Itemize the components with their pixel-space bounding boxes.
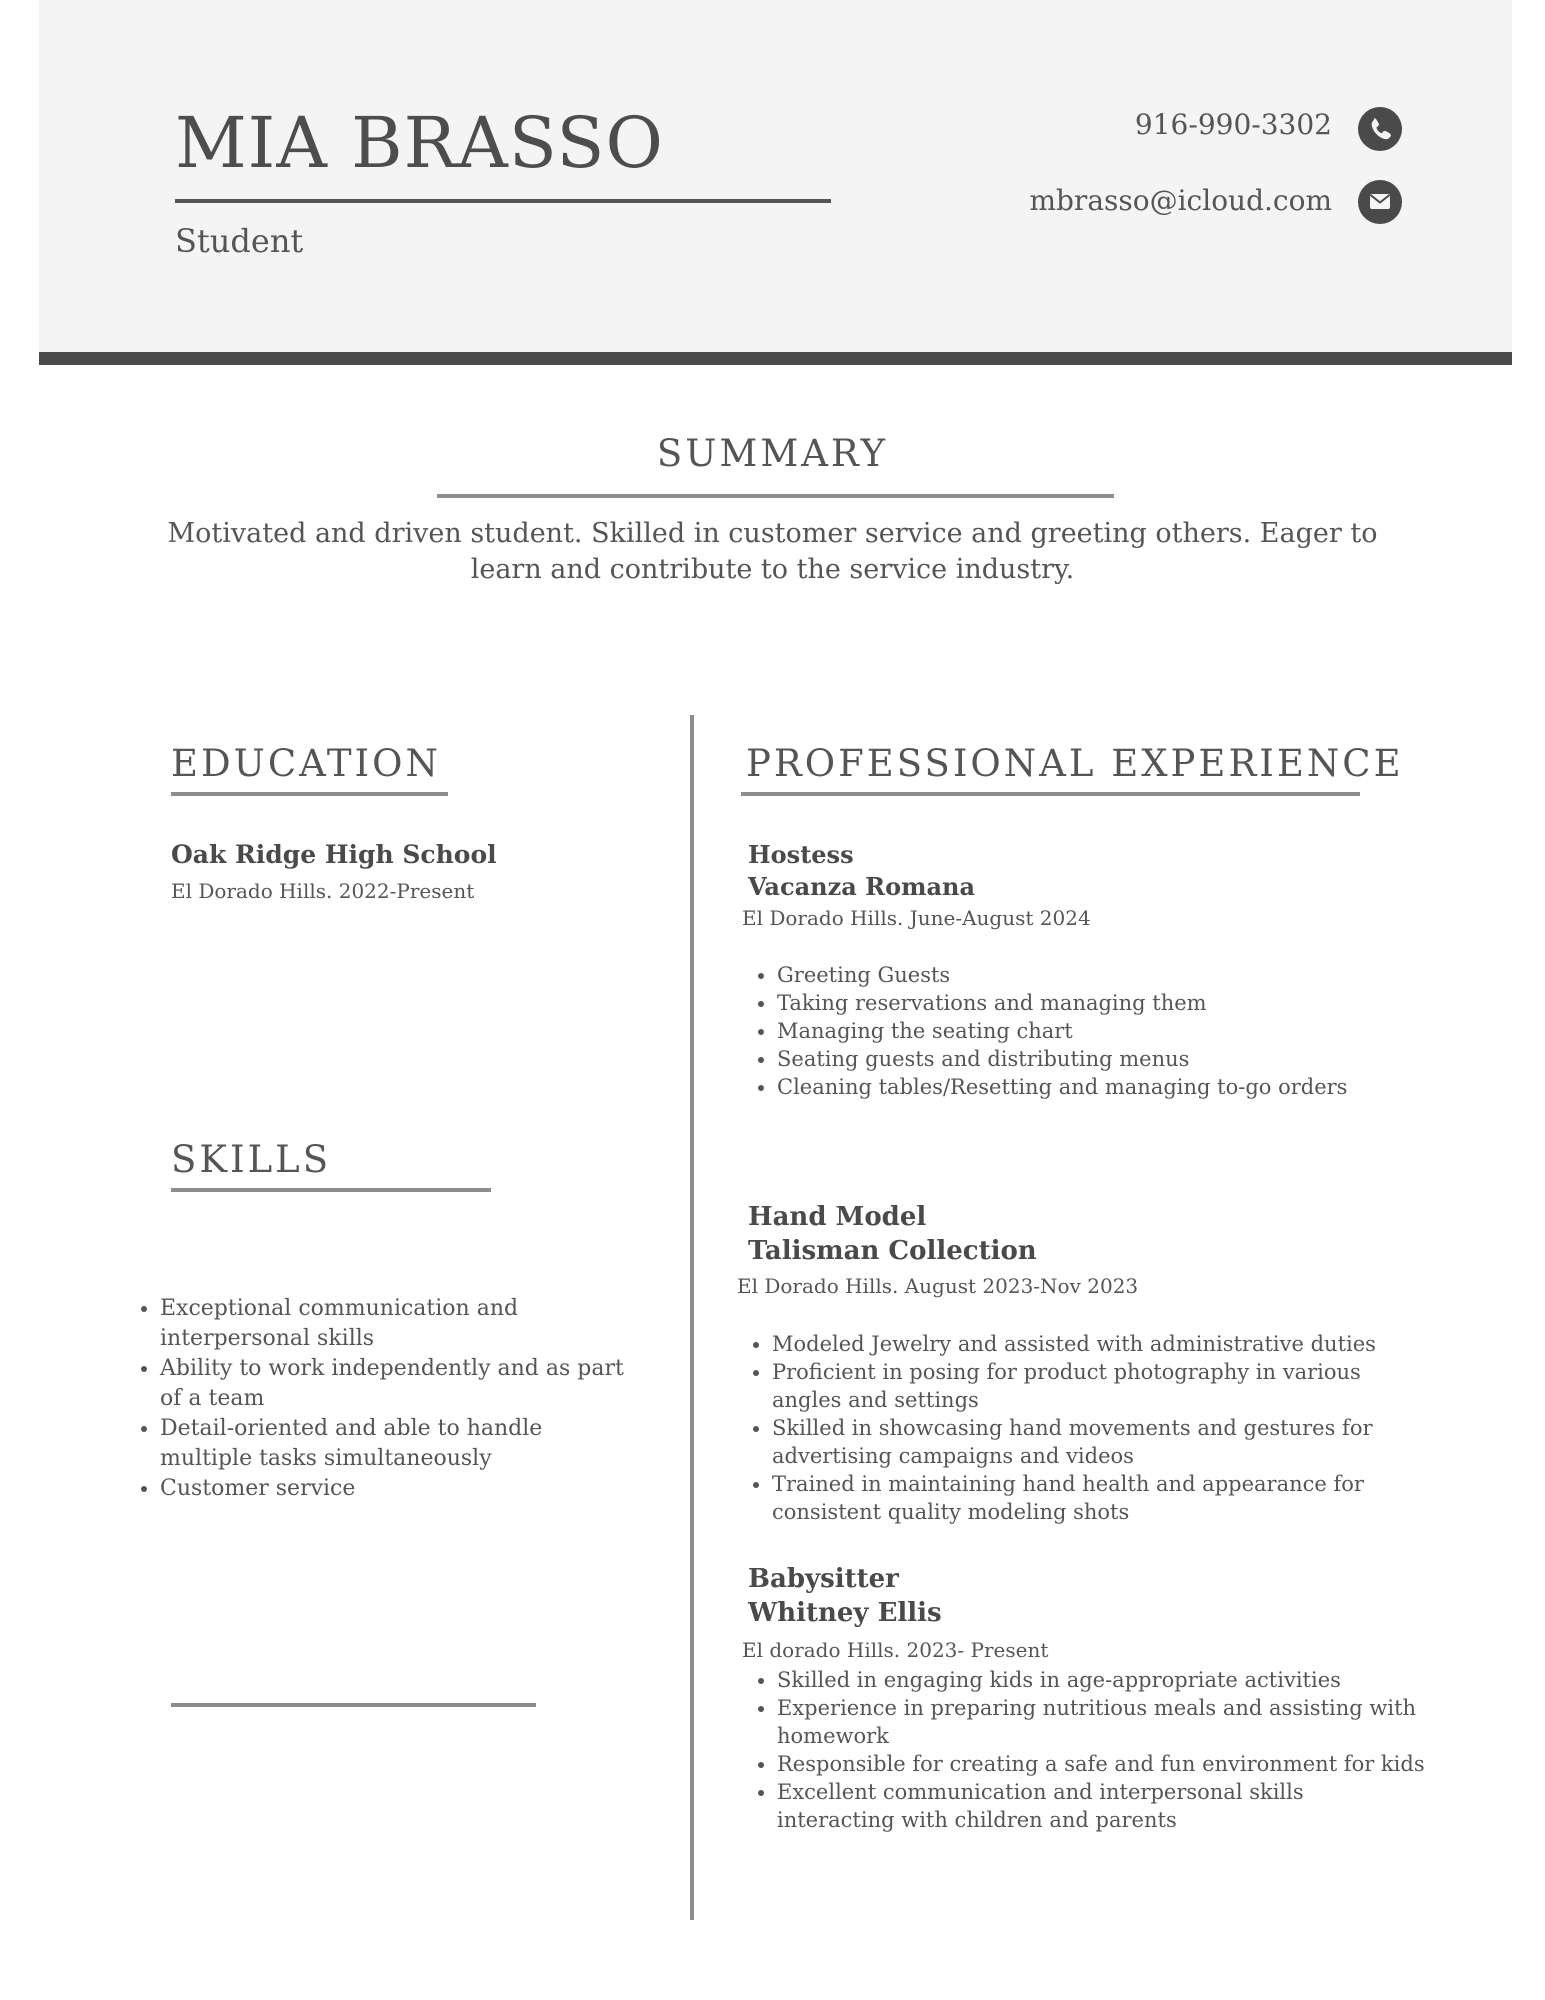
phone-number[interactable]: 916-990-3302 [1134, 108, 1332, 141]
skill-item: • Detail-oriented and able to handle multiple tasks simultaneously [160, 1414, 640, 1474]
skill-item: • Exceptional communication and interpersonal skills [160, 1294, 640, 1354]
job-meta: El Dorado Hills. June-August 2024 [742, 906, 1091, 930]
job-bullet: • Modeled Jewelry and assisted with administrative duties [772, 1330, 1427, 1358]
job-bullet: • Excellent communication and interpersonal skills interacting with children and parents [777, 1778, 1427, 1834]
job-bullets [747, 1666, 1427, 1834]
skills-bottom-rule [171, 1703, 536, 1707]
job-bullet: • Managing the seating chart [777, 1017, 1417, 1045]
job-bullet: • Experience in preparing nutritious meals and assisting with homework [777, 1694, 1427, 1750]
email-address[interactable]: mbrasso@icloud.com [1029, 184, 1332, 217]
summary-underline [437, 494, 1114, 498]
header-divider-bar [39, 352, 1512, 365]
school-name: Oak Ridge High School [171, 840, 497, 869]
job-bullet: • Skilled in showcasing hand movements and gestures for advertising campaigns and videos [772, 1414, 1427, 1470]
job-company: Talisman Collection [748, 1236, 1037, 1266]
experience-heading: PROFESSIONAL EXPERIENCE [746, 742, 1404, 785]
job-bullet: • Cleaning tables/Resetting and managing to-go orders [777, 1073, 1417, 1101]
skill-item: • Customer service [160, 1474, 640, 1504]
education-heading: EDUCATION [171, 742, 441, 785]
skill-item: • Ability to work independently and as part of a team [160, 1354, 640, 1414]
job-bullet: • Trained in maintaining hand health and appearance for consistent quality modeling shots [772, 1470, 1427, 1526]
job-bullets [747, 961, 1417, 1101]
job-bullet: • Taking reservations and managing them [777, 989, 1417, 1017]
job-title: Hand Model [748, 1202, 927, 1232]
skills-heading: SKILLS [171, 1138, 332, 1181]
job-title: Babysitter [748, 1564, 899, 1594]
job-company: Vacanza Romana [748, 872, 976, 901]
job-bullet: • Greeting Guests [777, 961, 1417, 989]
job-bullet: • Proficient in posing for product photography in various angles and settings [772, 1358, 1427, 1414]
name-underline [175, 199, 831, 203]
summary-text: Motivated and driven student. Skilled in customer service and greeting others. Eager to learn and contribute to the service industry. [167, 518, 1378, 585]
job-title: Hostess [748, 840, 854, 869]
skills-underline [171, 1188, 491, 1192]
job-bullet: • Skilled in engaging kids in age-appropriate activities [777, 1666, 1427, 1694]
envelope-icon [1358, 180, 1402, 224]
job-bullet: • Seating guests and distributing menus [777, 1045, 1417, 1073]
experience-underline [741, 792, 1360, 796]
school-meta: El Dorado Hills. 2022-Present [171, 879, 475, 903]
skills-list [130, 1294, 640, 1504]
candidate-role: Student [175, 222, 304, 260]
job-bullet: • Responsible for creating a safe and fun environment for kids [777, 1750, 1427, 1778]
summary-heading: SUMMARY [656, 432, 889, 475]
job-meta: El Dorado Hills. August 2023-Nov 2023 [737, 1274, 1139, 1298]
column-divider [690, 715, 694, 1920]
job-bullets [742, 1330, 1427, 1526]
job-meta: El dorado Hills. 2023- Present [742, 1638, 1049, 1662]
candidate-name: MIA BRASSO [175, 102, 664, 184]
phone-icon [1358, 107, 1402, 151]
job-company: Whitney Ellis [748, 1598, 942, 1628]
education-underline [171, 792, 448, 796]
